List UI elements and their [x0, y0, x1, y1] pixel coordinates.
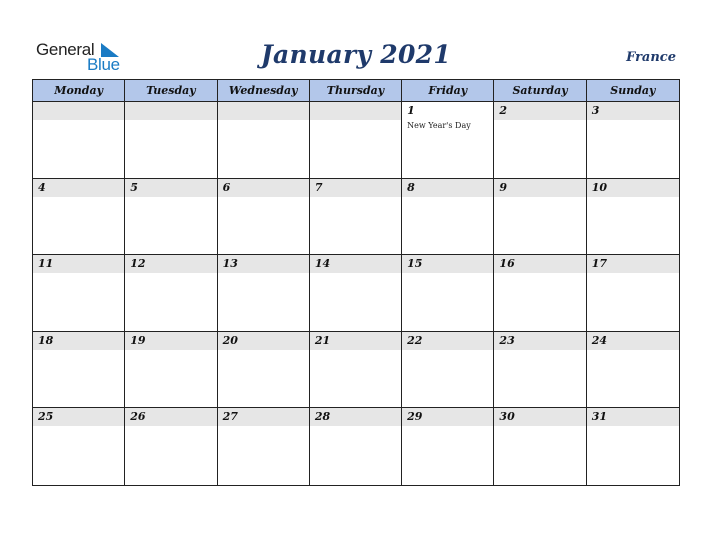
weekday-header: Sunday: [587, 80, 679, 102]
day-header-band: [218, 102, 309, 120]
day-cell: [33, 408, 125, 485]
day-header-band: [310, 179, 401, 197]
day-cell: [494, 332, 586, 409]
day-cell: [125, 408, 217, 485]
day-number: 19: [130, 333, 146, 347]
day-cell: [402, 179, 494, 256]
day-number: 26: [130, 410, 146, 424]
day-cell: [218, 332, 310, 409]
day-cell: [587, 408, 679, 485]
day-number: 12: [130, 257, 146, 271]
day-cell: [402, 408, 494, 485]
day-number: 31: [591, 410, 608, 424]
day-cell: [218, 179, 310, 256]
day-number: 13: [222, 257, 238, 271]
day-number: 9: [499, 180, 508, 194]
day-header-band: [402, 102, 493, 120]
day-header-band: [125, 102, 216, 120]
day-number: 23: [499, 333, 515, 347]
day-number: 17: [591, 257, 608, 271]
day-cell: [587, 102, 679, 179]
day-cell: [494, 255, 586, 332]
day-number: 14: [314, 257, 331, 271]
day-cell: [587, 179, 679, 256]
day-number: 24: [591, 333, 608, 347]
day-cell: [402, 255, 494, 332]
day-number: 11: [38, 257, 54, 271]
weekday-header: Wednesday: [218, 80, 310, 102]
day-cell: [402, 332, 494, 409]
day-number: 18: [38, 333, 54, 347]
page-title: January 2021: [260, 40, 452, 69]
day-header-band: [587, 102, 679, 120]
day-number: 10: [591, 180, 608, 194]
weekday-header: Thursday: [310, 80, 402, 102]
empty-day-cell: [310, 102, 402, 179]
day-number: 30: [499, 410, 515, 424]
day-number: 25: [38, 410, 54, 424]
empty-day-cell: [218, 102, 310, 179]
day-number: 29: [407, 410, 423, 424]
day-number: 27: [222, 410, 238, 424]
day-header-band: [125, 179, 216, 197]
day-cell: [125, 332, 217, 409]
day-cell: [402, 102, 494, 179]
day-header-band: [218, 179, 309, 197]
empty-day-cell: [33, 102, 125, 179]
day-number: 2: [499, 104, 508, 117]
day-cell: [587, 255, 679, 332]
country-label: France: [626, 50, 676, 65]
day-number: 21: [314, 333, 331, 347]
day-number: 3: [591, 104, 600, 117]
weekday-header: Saturday: [494, 80, 586, 102]
holiday-label: New Year's Day: [407, 121, 471, 130]
day-cell: [125, 255, 217, 332]
day-header-band: [310, 102, 401, 120]
weekday-header: Tuesday: [125, 80, 217, 102]
empty-day-cell: [125, 102, 217, 179]
day-cell: [125, 179, 217, 256]
day-cell: [494, 179, 586, 256]
day-header-band: [33, 102, 124, 120]
day-number: 16: [499, 257, 515, 271]
logo-text-general: General: [36, 40, 95, 59]
day-number: 7: [314, 180, 323, 194]
day-cell: [587, 332, 679, 409]
weekday-header: Monday: [33, 80, 125, 102]
day-cell: [33, 179, 125, 256]
day-cell: [310, 408, 402, 485]
day-number: 1: [407, 104, 415, 117]
day-number: 6: [222, 180, 231, 194]
day-header-band: [402, 179, 493, 197]
calendar-grid: [32, 79, 680, 486]
day-cell: [494, 408, 586, 485]
day-cell: [33, 332, 125, 409]
day-cell: [310, 332, 402, 409]
day-number: 15: [407, 257, 423, 271]
day-cell: [494, 102, 586, 179]
day-header-band: [494, 179, 585, 197]
day-cell: [33, 255, 125, 332]
day-number: 22: [407, 333, 423, 347]
day-number: 4: [38, 180, 46, 194]
day-cell: [310, 255, 402, 332]
day-number: 5: [130, 180, 138, 194]
day-number: 28: [314, 410, 331, 424]
weekday-header: Friday: [402, 80, 494, 102]
day-number: 8: [407, 180, 415, 194]
day-header-band: [33, 179, 124, 197]
day-header-band: [494, 102, 585, 120]
day-cell: [218, 255, 310, 332]
day-number: 20: [222, 333, 238, 347]
logo-text-blue: Blue: [87, 55, 120, 74]
day-cell: [310, 179, 402, 256]
day-cell: [218, 408, 310, 485]
